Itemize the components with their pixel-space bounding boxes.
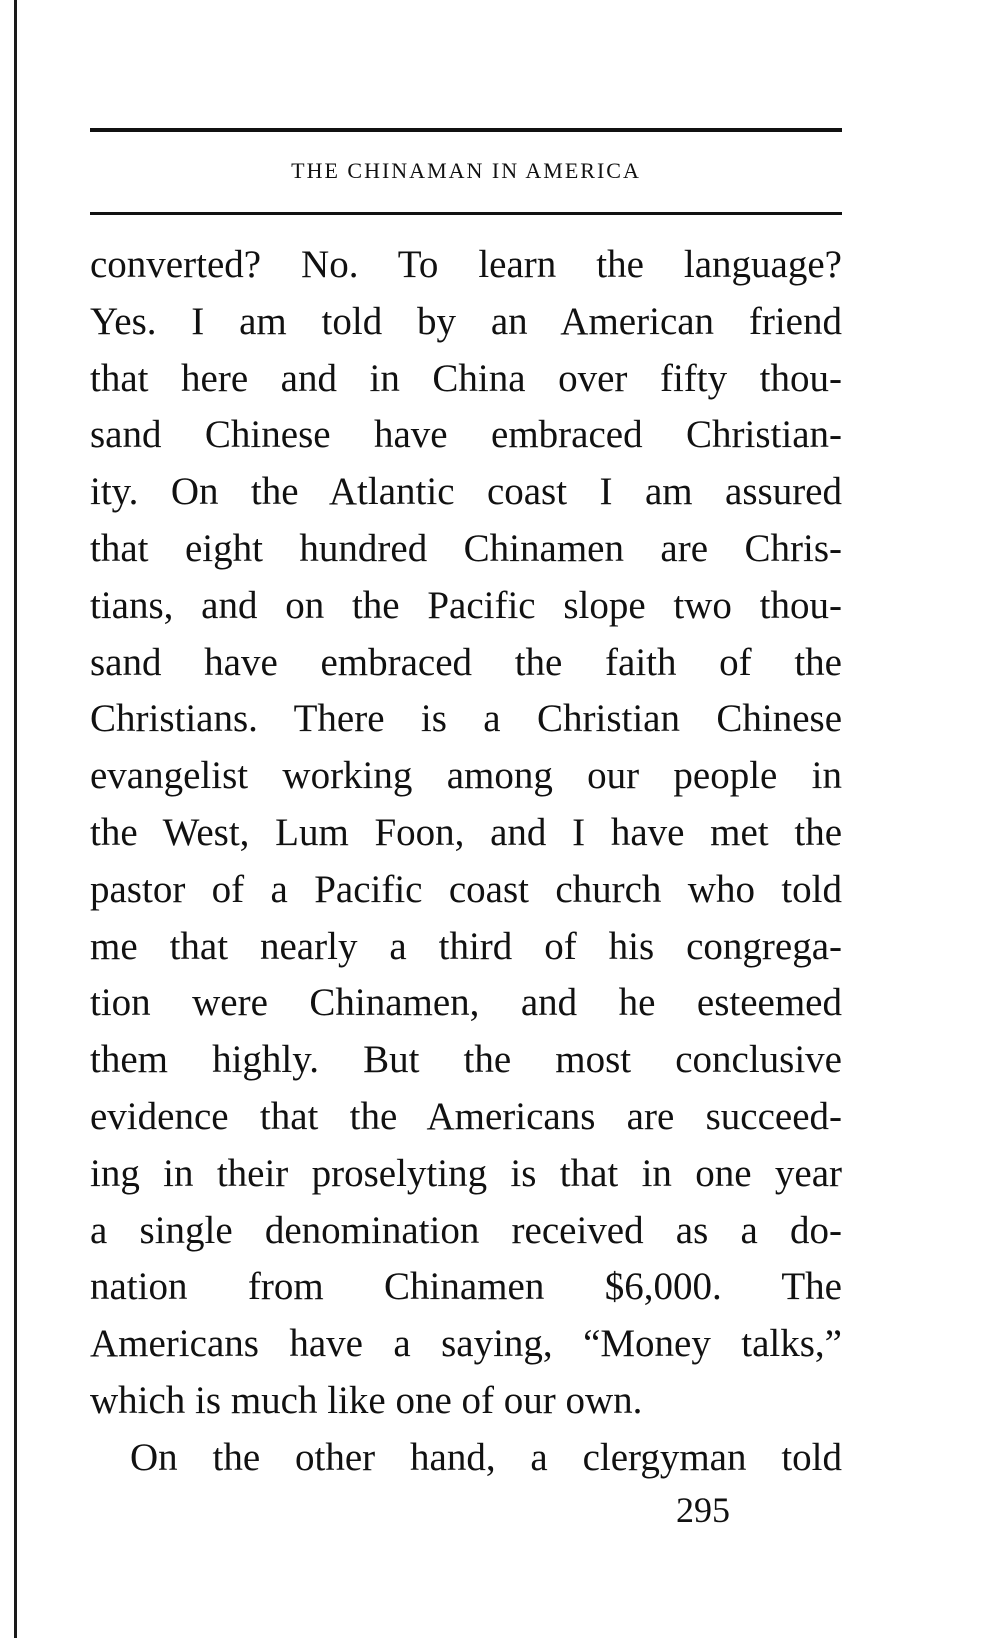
text-line: nation from Chinamen $6,000. The (90, 1265, 842, 1309)
text-line: pastor of a Pacific coast church who told (90, 867, 842, 911)
text-line: converted? No. To learn the language? (90, 243, 842, 286)
text-line: Americans have a saying, “Money talks,” (90, 1322, 842, 1366)
text-line: evangelist working among our people in (90, 754, 842, 798)
text-line: tion were Chinamen, and he esteemed (90, 981, 842, 1025)
text-line: ity. On the Atlantic coast I am assured (90, 470, 842, 514)
page-edge-line (14, 0, 17, 1638)
text-line: ing in their proselyting is that in one year (90, 1151, 842, 1195)
body-text (90, 237, 842, 1487)
text-line-paragraph-start: On the other hand, a clergyman told (130, 1435, 842, 1479)
text-line: a single denomination received as a do- (90, 1208, 842, 1252)
text-line: Yes. I am told by an American friend (90, 299, 842, 343)
text-line: me that nearly a third of his congrega- (90, 924, 842, 968)
text-line: evidence that the Americans are succeed- (90, 1094, 842, 1138)
text-line: Christians. There is a Christian Chinese (90, 697, 842, 741)
text-line: tians, and on the Pacific slope two thou- (90, 583, 842, 627)
text-line: sand Chinese have embraced Christian- (90, 413, 842, 457)
running-head: THE CHINAMAN IN AMERICA (291, 158, 641, 183)
header-rule-top (90, 128, 842, 132)
text-line: that eight hundred Chinamen are Chris- (90, 526, 842, 570)
text-line: the West, Lum Foon, and I have met the (90, 810, 842, 854)
text-line-paragraph-end: which is much like one of our own. (90, 1378, 643, 1422)
text-line: them highly. But the most conclusive (90, 1038, 842, 1082)
header-rule-bottom (90, 212, 842, 215)
page-number: 295 (676, 1490, 730, 1530)
text-line: that here and in China over fifty thou- (90, 356, 842, 400)
text-line: sand have embraced the faith of the (90, 640, 842, 684)
